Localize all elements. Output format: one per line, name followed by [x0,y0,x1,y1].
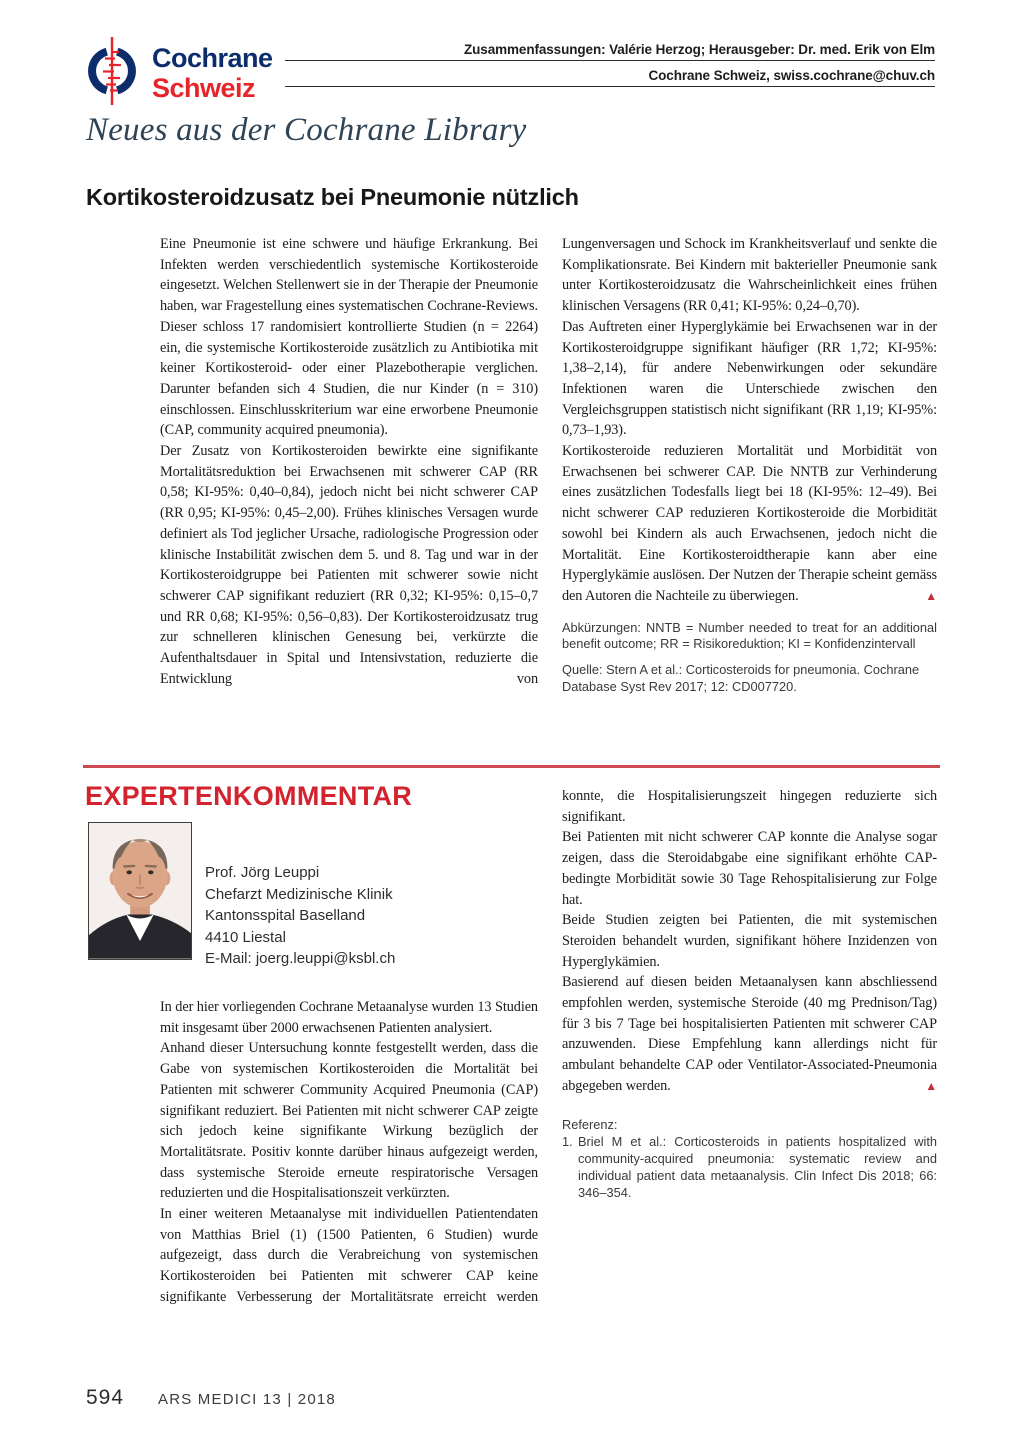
commentary-column-right [562,786,937,1202]
commentary-paragraph-text: Basierend auf diesen beiden Metaanalysen kann abschliessend empfohlen werden, systemische Steroide (40 mg Prednison/Tag) für 3 bis 7 Tage bei hospitalisierten Patienten mit schwerer CAP anzuwenden. Diese Empfehlung kann allerdings nicht für ambulant behandelte CAP oder Ventilator-Associated-Pneumonia abgegeben werden. [562,974,937,1094]
logo-schweiz-label: Schweiz [152,73,256,103]
expert-email: E-Mail: joerg.leuppi@ksbl.ch [205,950,396,968]
reference-item [562,1134,937,1201]
reference-block [562,1117,937,1202]
commentary-end-triangle-icon: ▲ [925,1078,937,1093]
section-divider-red [83,765,940,768]
article-end-triangle-icon: ▲ [925,588,937,603]
article-paragraph-text: Kortikosteroide reduzieren Mortalität und Morbidität von Erwachsenen bei schwerer CAP. Die NNTB zur Verhinderung eines zusätzlichen Todesfalls liegt bei 18 (KI-95%: 12–49). Bei nicht schwerer CAP reduzieren Kortikosteroide die Morbidität sowohl bei Kindern als auch Erwachsenen, jedoch nicht die Mortalität. Eine Kortikosteroidtherapie kann aber eine Hyperglykämie auslösen. Der Nutzen der Therapie scheint gemäss den Autoren die Nachteile zu überwiegen. [562,443,937,604]
commentary-paragraph: Bei Patienten mit nicht schwerer CAP konnte die Analyse sogar zeigen, dass die Steroidabgabe eine signifikant erhöhte CAP-bedingte Morbidität sowie 30 Tage Rehospitalisierung zur Folge hat. [562,829,937,908]
expert-portrait-photo [88,822,192,960]
header-credits-line2: Cochrane Schweiz, swiss.cochrane@chuv.ch [648,68,935,83]
reference-text: Briel M et al.: Corticosteroids in patients hospitalized with community-acquired pneumonia: systematic review and individual patient data metaanalysis. Clin Infect Dis 2018; 66: 346–354. [578,1134,937,1200]
reference-label: Referenz: [562,1116,618,1132]
source-note: Quelle: Stern A et al.: Corticosteroids for pneumonia. Cochrane Database Syst Rev 2017; 12: CD007720. [562,662,920,695]
reference-number: 1. [562,1134,573,1150]
header-divider-bottom [285,86,935,87]
article-column-right [562,234,937,696]
expert-bio [205,862,395,970]
article-paragraph: Lungenversagen und Schock im Krankheitsverlauf und senkte die Komplikationsrate. Bei Kindern mit bakterieller Pneumonie sank unter Kortikosteroidzusatz die Wahrscheinlichkeit eines frühen klinischen Versagens (RR 0,41; KI-95%: 0,24–0,70). [562,236,937,315]
abbreviations-note: Abkürzungen: NNTB = Number needed to treat for an additional benefit outcome; RR = Risikoreduktion; KI = Konfidenzintervall [562,619,937,652]
article-column-left [160,234,538,689]
article-paragraph: Eine Pneumonie ist eine schwere und häufige Erkrankung. Bei Infekten werden verschiedentlich systemische Kortikosteroide eingesetzt. Welchen Stellenwert sie in der Therapie der Pneumonie haben, war Fragestellung eines systematischen Cochrane-Reviews. Dieser schloss 17 randomisiert kontrollierte Studien (n = 2264) ein, die systemische Kortikosteroide zusätzlich zu Antibiotika mit keiner Kortikosteroid- oder einer Plazebotherapie verglichen. Darunter befanden sich 4 Studien, die nur Kinder (n = 310) einschlossen. Einschlusskriterium war eine erworbene Pneumonie (CAP, community acquired pneumonia). [160,236,538,439]
cochrane-logo-text [152,43,273,103]
commentary-paragraph [562,972,937,1096]
footer-journal-name: ARS MEDICI 13 | 2018 [158,1391,336,1408]
header-credits-line1: Zusammenfassungen: Valérie Herzog; Herausgeber: Dr. med. Erik von Elm [464,42,935,57]
commentary-paragraph: Anhand dieser Untersuchung konnte festgestellt werden, dass die Gabe von systemischen Kortikosteroiden die Mortalität bei Patienten mit schwerer Community Acquired Pneumonia (CAP) signifikant reduziert. Bei Patienten mit nicht schwerer CAP zeigte sich jedoch keine signifikante Wirkung bezüglich der Mortalitätsrate. Positiv konnte darüber hinaus aufgezeigt werden, dass systemische Steroide erneute respiratorische Versagen reduzierten und die Hospitalisationszeit verkürzten. [160,1040,538,1202]
footer-page-number: 594 [86,1386,125,1409]
expert-city: 4410 Liestal [205,928,286,946]
header-divider-top [285,60,935,61]
commentary-column-left [160,997,538,1308]
page-title: Neues aus der Cochrane Library [86,112,527,148]
commentary-paragraph: In einer weiteren Metaanalyse mit individuellen Patientendaten von Matthias Briel (1) (1500 Patienten, 6 Studien) wurde aufgezeigt, dass durch die Verabreichung von systemischen Kortikosteroiden bei Patienten mit schwerer CAP keine signifikante Verbesserung der Mortalitätsrate erreicht werden [160,1206,538,1305]
article-paragraph: Der Zusatz von Kortikosteroiden bewirkte eine signifikante Mortalitätsreduktion bei Erwachsenen mit schwerer CAP (RR 0,58; KI-95%: 0,40–0,84), jedoch nicht bei nicht schwerer CAP (RR 0,95; KI-95%: 0,45–2,00). Frühes klinisches Versagen wurde definiert als Tod jeglicher Ursache, radiologische Progression oder klinische Instabilität zwischen dem 5. und 8. Tag und war in der Kortikosteroidgruppe bei Patienten mit schwerer sowie nicht schwerer CAP signifikant reduziert (RR 0,32; KI-95%: 0,15–0,7 und RR 0,68; KI-95%: 0,56–0,83). Der Kortikosteroidzusatz trug zur schnelleren klinischen Genesung bei, verkürzte die Aufenthaltsdauer in Spital und Intensivstation, reduzierte die Entwicklung von [160,443,538,687]
cochrane-logo-icon [88,37,136,105]
commentary-heading: EXPERTENKOMMENTAR [85,781,413,811]
commentary-paragraph: konnte, die Hospitalisierungszeit hingegen reduzierte sich signifikant. [562,788,937,825]
expert-organization: Kantonsspital Baselland [205,907,366,925]
article-paragraph [562,441,937,607]
article-paragraph: Das Auftreten einer Hyperglykämie bei Erwachsenen war in der Kortikosteroidgruppe signifikant häufiger (RR 1,72; KI-95%: 1,38–2,14), für andere Nebenwirkungen oder sekundäre Infektionen waren die Unterschiede zwischen den Vergleichsgruppen statistisch nicht signifikant (RR 1,19; KI-95%: 0,73–1,93). [562,318,937,439]
expert-role: Chefarzt Medizinische Klinik [205,885,393,903]
logo-cochrane-label: Cochrane [152,43,273,73]
article-heading: Kortikosteroidzusatz bei Pneumonie nützlich [86,184,579,210]
expert-name: Prof. Jörg Leuppi [205,864,320,881]
commentary-paragraph: Beide Studien zeigten bei Patienten, die mit systemischen Steroiden behandelt wurden, signifikant höhere Inzidenzen von Hyperglykämien. [562,912,937,970]
commentary-paragraph: In der hier vorliegenden Cochrane Metaanalyse wurden 13 Studien mit insgesamt über 2000 erwachsenen Patienten analysiert. [160,999,538,1036]
